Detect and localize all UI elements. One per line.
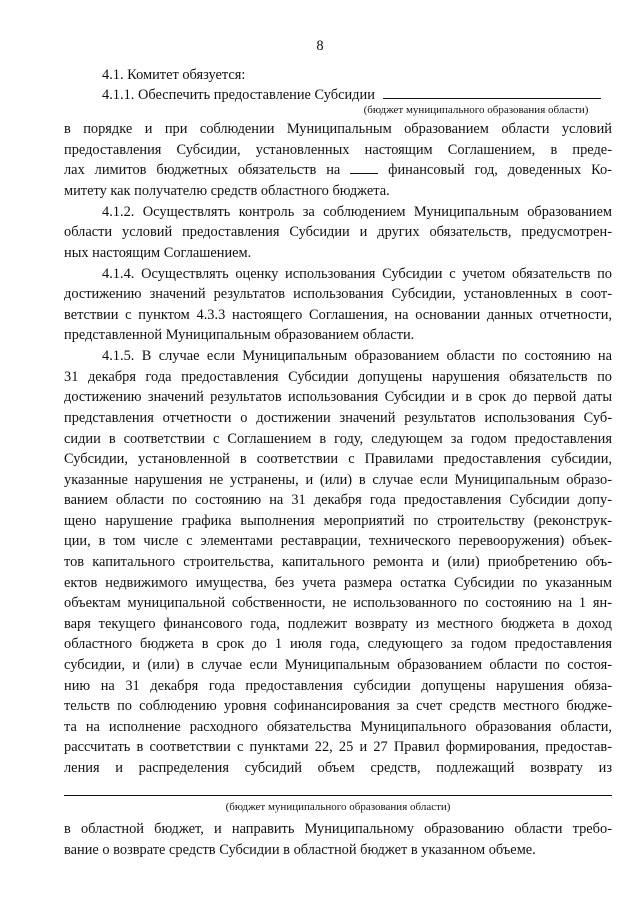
- budget-blank-field: [383, 98, 601, 99]
- clause-4-1-5-line: сидии в соответствии с Соглашением в году, следующем за годом предоставления: [64, 431, 612, 447]
- clause-4-1-5-line: 31 декабря года предоставления Субсидии допущены нарушения обязательств по: [64, 369, 612, 385]
- clause-4-1-5-line: объектам муниципальной собственности, не использованного по состоянию на 1 ян-: [64, 595, 612, 611]
- clause-4-1-5-line: тельств по соблюдению уровня софинансирования за счет средств местного бюдже-: [64, 698, 612, 714]
- clause-4-1-5-line: ектов недвижимого имущества, без учета размера остатка Субсидии по указанным: [64, 575, 612, 591]
- closing-line: вание о возврате средств Субсидии в областной бюджет в указанном объеме.: [64, 842, 536, 858]
- clause-4-1-5-line: варя текущего финансового года, подлежит возврату из местного бюджета в доход: [64, 616, 612, 632]
- page-number: 8: [316, 38, 324, 54]
- clause-4-1-1-text: 4.1.1. Обеспечить предоставление Субсидии: [102, 87, 375, 103]
- clause-4-1-2-line: области условий предоставления Субсидии и других обязательств, предусмотрен-: [64, 224, 612, 240]
- clause-4-1-5-line: щено нарушение графика выполнения мероприятий по строительству (реконструк-: [64, 513, 612, 529]
- clause-4-1-5-line: та на исполнение расходного обязательства Муниципального образования области,: [64, 719, 612, 735]
- clause-4-1-5-line: ции, в том числе с элементами реставрации, технического перевооружения) объек-: [64, 533, 612, 549]
- clause-4-1-4-line: представленной Муниципальным образованием области.: [64, 327, 415, 343]
- section-heading: 4.1. Комитет обязуется:: [102, 67, 246, 83]
- year-blank-field: [350, 173, 378, 174]
- clause-4-1-5-line: Субсидии, установленной в соответствии с Правилами предоставления субсидии,: [64, 451, 612, 467]
- clause-4-1-2-line: ных настоящим Соглашением.: [64, 245, 252, 261]
- clause-4-1-5-line: представления отчетности о достижении значений результатов использования Суб-: [64, 410, 612, 426]
- clause-4-1-2-line: 4.1.2. Осуществлять контроль за соблюдением Муниципальным образованием: [102, 204, 612, 220]
- closing-line: в областной бюджет, и направить Муниципальному образованию области требо-: [64, 821, 612, 837]
- clause-4-1-1-line4-end: финансовый год, доведенных Ко-: [388, 162, 612, 178]
- clause-4-1-4-line: ветствии с пунктом 4.3.3 настоящего Соглашения, на основании данных отчетности,: [64, 307, 612, 323]
- clause-4-1-4-line: 4.1.4. Осуществлять оценку использования Субсидии с учетом обязательств по: [102, 266, 612, 282]
- budget-blank-line: [64, 795, 612, 796]
- clause-4-1-5-line: указанные нарушения не устранены, и (или) в случае если Муниципальным образо-: [64, 472, 612, 488]
- budget-footnote: (бюджет муниципального образования области): [363, 104, 589, 116]
- clause-4-1-1-line: митету как получателю средств областного бюджета.: [64, 183, 390, 199]
- clause-4-1-5-line: субсидии, и (или) в случае если Муниципальным образованием области по состоя-: [64, 657, 612, 673]
- clause-4-1-5-line: ления и распределения субсидий объем средств, подлежащий возврату из: [64, 760, 612, 776]
- clause-4-1-1-line: предоставления Субсидии, установленных настоящим Соглашением, в преде-: [64, 142, 612, 158]
- clause-4-1-5-line: ванием области по состоянию на 31 декабря года предоставления Субсидии допу-: [64, 492, 612, 508]
- clause-4-1-1-line4-start: лах лимитов бюджетных обязательств на: [64, 162, 341, 178]
- clause-4-1-5-line: нию на 31 декабря года предоставления субсидии допущены нарушения обяза-: [64, 678, 612, 694]
- clause-4-1-1-first-line: [102, 86, 612, 104]
- clause-4-1-1-line: [64, 161, 612, 179]
- clause-4-1-5-line: 4.1.5. В случае если Муниципальным образованием области по состоянию на: [102, 348, 612, 364]
- clause-4-1-5-line: достижению значений результатов использования Субсидии и в срок до первой даты: [64, 389, 612, 405]
- budget-footnote-2: (бюджет муниципального образования области): [225, 801, 451, 813]
- clause-4-1-1-line: в порядке и при соблюдении Муниципальным образованием области условий: [64, 121, 612, 137]
- clause-4-1-5-line: областного бюджета в срок до 1 июля года, следующего за годом предоставления: [64, 636, 612, 652]
- clause-4-1-5-line: тов капитального строительства, капитального ремонта и (или) приобретению объ-: [64, 554, 612, 570]
- clause-4-1-5-line: рассчитать в соответствии с пунктами 22, 25 и 27 Правил формирования, предостав-: [64, 739, 612, 755]
- clause-4-1-4-line: достижению значений результатов использования Субсидии, установленных в соот-: [64, 286, 612, 302]
